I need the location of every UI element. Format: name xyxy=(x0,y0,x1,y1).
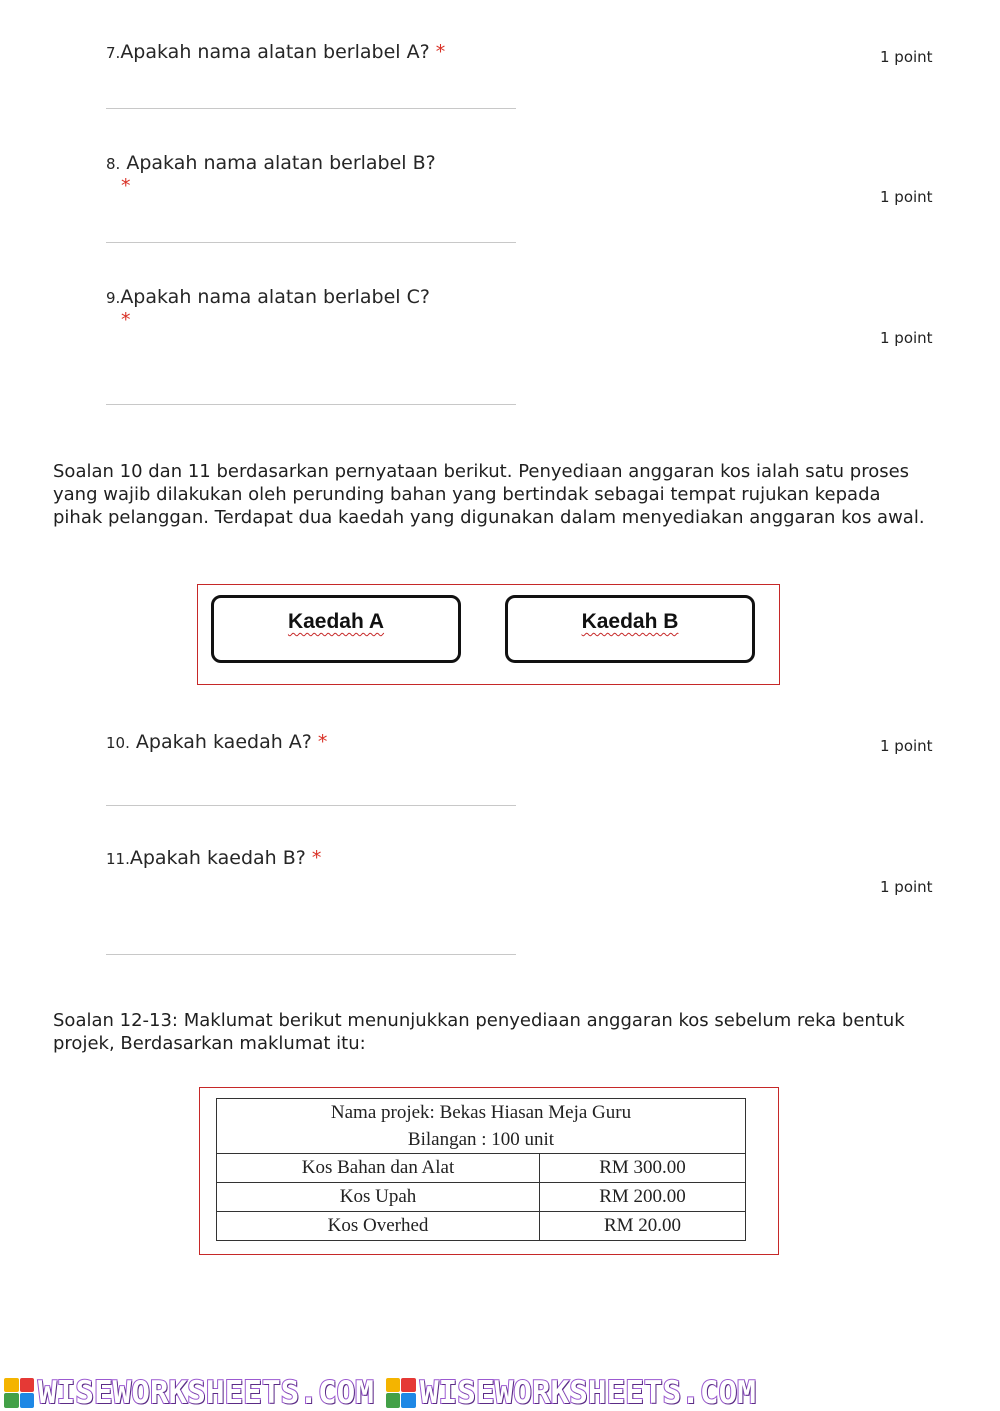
required-asterisk: * xyxy=(317,731,328,753)
question-10-title xyxy=(106,731,327,753)
kaedah-b-label: Kaedah B xyxy=(581,610,679,633)
kaedah-a-box xyxy=(211,595,461,663)
cost-label: Kos Upah xyxy=(217,1183,540,1212)
logo-square xyxy=(386,1378,401,1393)
table-row xyxy=(217,1154,746,1183)
required-asterisk: * xyxy=(435,41,446,63)
project-quantity: Bilangan : 100 unit xyxy=(407,1129,555,1150)
question-text: Apakah nama alatan berlabel B? xyxy=(126,152,436,174)
required-asterisk: * xyxy=(311,847,322,869)
question-9-answer-field[interactable] xyxy=(106,404,516,405)
brand-logo-icon xyxy=(4,1378,34,1408)
question-10-answer-field[interactable] xyxy=(106,805,516,806)
cost-value: RM 200.00 xyxy=(540,1183,746,1212)
question-text: Apakah nama alatan berlabel C? xyxy=(120,286,430,308)
question-number: 10. xyxy=(106,734,130,752)
question-number: 7. xyxy=(106,44,121,62)
question-11-answer-field[interactable] xyxy=(106,954,516,955)
question-7-points: 1 point xyxy=(880,48,933,66)
required-asterisk: * xyxy=(121,309,131,331)
logo-square xyxy=(401,1378,416,1393)
cost-table xyxy=(216,1098,746,1241)
brand-watermark xyxy=(386,1375,756,1411)
logo-square xyxy=(4,1378,19,1393)
section-intro-12-13: Soalan 12-13: Maklumat berikut menunjukkan penyediaan anggaran kos sebelum reka bentuk projek, Berdasarkan maklumat itu: xyxy=(53,1010,905,1054)
brand-logo-icon xyxy=(386,1378,416,1408)
cost-label: Kos Bahan dan Alat xyxy=(217,1154,540,1183)
table-header-cell xyxy=(217,1099,746,1154)
question-number: 8. xyxy=(106,155,121,173)
question-9-title xyxy=(106,286,430,308)
logo-square xyxy=(386,1393,401,1408)
question-number: 11. xyxy=(106,850,130,868)
table-row xyxy=(217,1099,746,1154)
logo-square xyxy=(4,1393,19,1408)
logo-square xyxy=(20,1393,35,1408)
project-name: Nama projek: Bekas Hiasan Meja Guru xyxy=(330,1102,632,1123)
cost-value: RM 20.00 xyxy=(540,1212,746,1241)
question-7-answer-field[interactable] xyxy=(106,108,516,109)
question-text: Apakah kaedah A? xyxy=(135,731,312,753)
question-text: Apakah nama alatan berlabel A? xyxy=(120,41,430,63)
section-intro-10-11: Soalan 10 dan 11 berdasarkan pernyataan berikut. Penyediaan anggaran kos ialah satu proses yang wajib dilakukan oleh perunding bahan yang bertindak sebagai tempat rujukan kepada pihak pelanggan. Terdapat dua kaedah yang digunakan dalam menyediakan anggaran kos awal. xyxy=(53,461,925,528)
kaedah-b-box xyxy=(505,595,755,663)
cost-label: Kos Overhed xyxy=(217,1212,540,1241)
question-8-title xyxy=(106,152,436,174)
question-number: 9. xyxy=(106,289,121,307)
cost-table-figure xyxy=(199,1087,779,1255)
brand-watermark xyxy=(4,1375,374,1411)
brand-text: WISEWORKSHEETS.COM xyxy=(38,1374,374,1411)
required-asterisk: * xyxy=(121,175,131,197)
question-8-answer-field[interactable] xyxy=(106,242,516,243)
brand-text: WISEWORKSHEETS.COM xyxy=(419,1374,756,1411)
question-text: Apakah kaedah B? xyxy=(129,847,306,869)
question-7-title xyxy=(106,41,445,63)
table-row xyxy=(217,1183,746,1212)
table-row xyxy=(217,1212,746,1241)
question-11-points: 1 point xyxy=(880,878,933,896)
kaedah-figure xyxy=(197,584,780,685)
question-11-title xyxy=(106,847,321,869)
kaedah-a-label: Kaedah A xyxy=(287,610,385,633)
logo-square xyxy=(20,1378,35,1393)
footer-watermark xyxy=(0,1374,1000,1411)
logo-square xyxy=(401,1393,416,1408)
question-10-points: 1 point xyxy=(880,737,933,755)
question-8-points: 1 point xyxy=(880,188,933,206)
cost-value: RM 300.00 xyxy=(540,1154,746,1183)
question-9-points: 1 point xyxy=(880,329,933,347)
